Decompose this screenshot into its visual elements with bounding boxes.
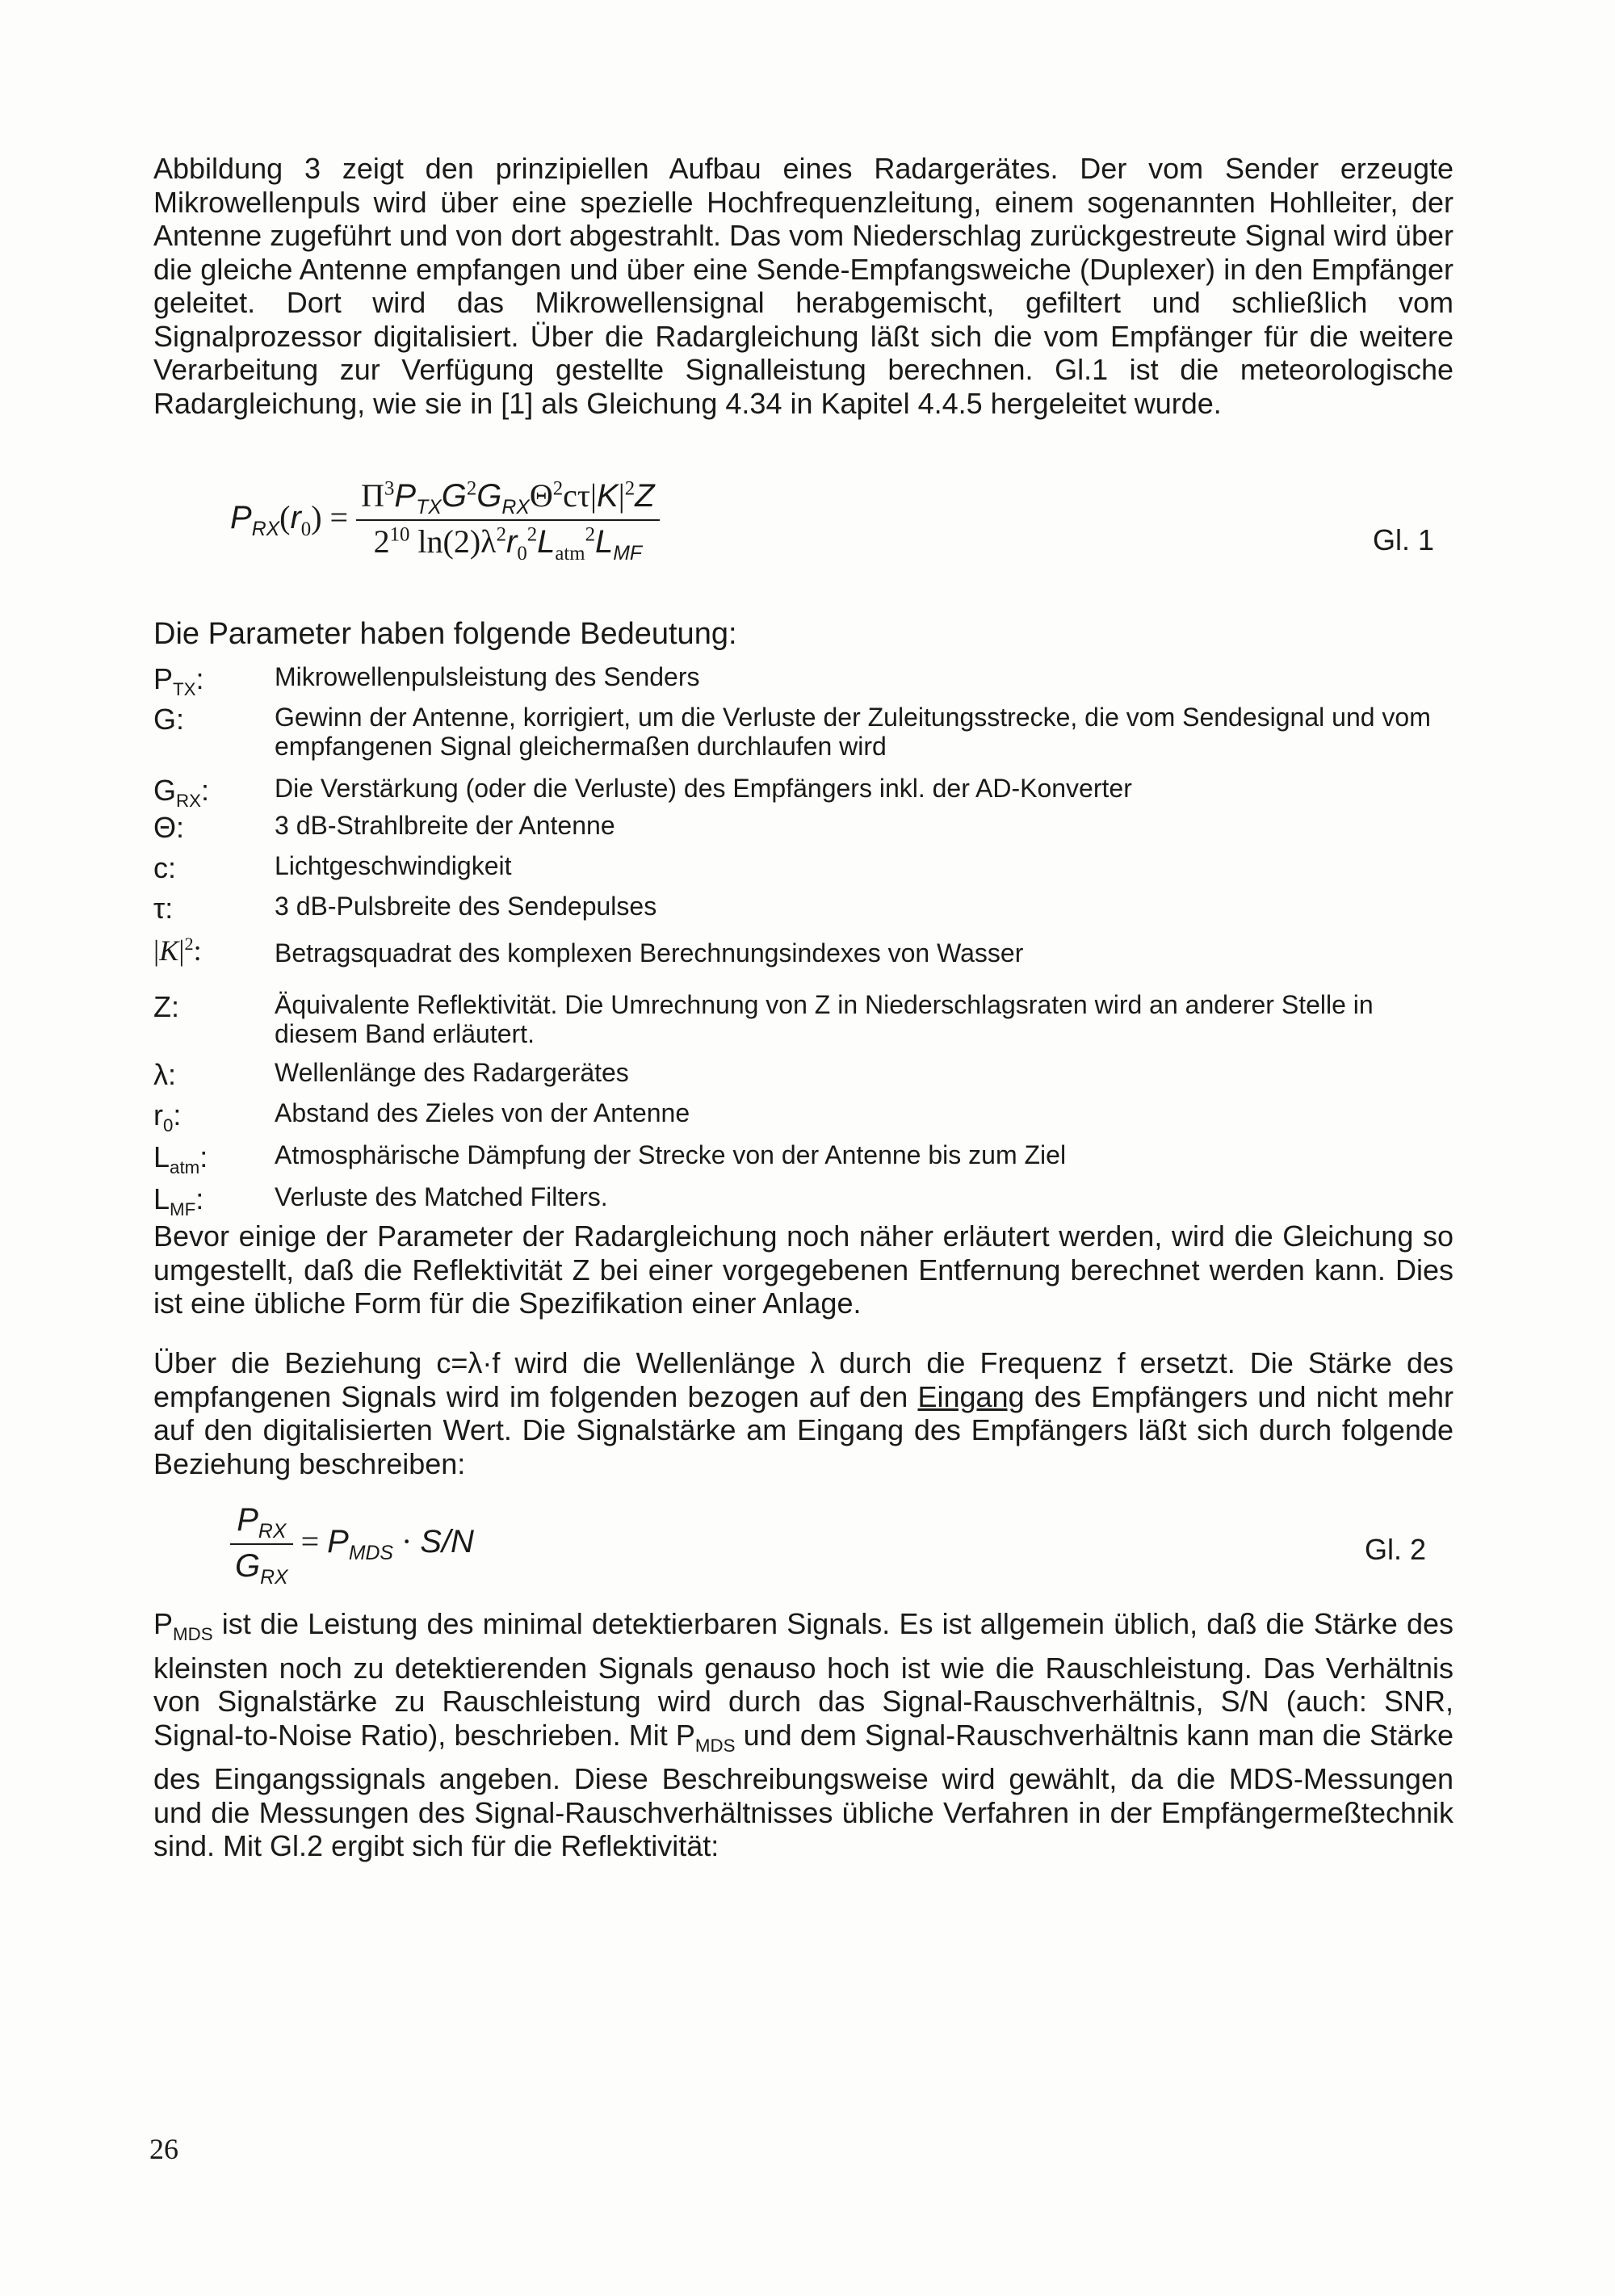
equation-2: $\frac{P_{RX}}{G_{RX}}$ = $P_{MDS} \cdot S/N$ xyxy=(230,1501,474,1589)
paragraph-reformulation: Bevor einige der Parameter der Radargleichung noch näher erläutert werden, wird die Gleichung so umgestellt, daß die Reflektivität Z bei einer vorgegebenen Entfernung berechnet werden kann. Dies ist eine übliche Form für die Spezifikation einer Anlage. xyxy=(153,1219,1454,1320)
parameter-description: Äquivalente Reflektivität. Die Umrechnung von Z in Niederschlagsraten wird an anderer Stelle in diesem Band erläutert. xyxy=(275,990,1374,1048)
parameter-description: Atmosphärische Dämpfung der Strecke von der Antenne bis zum Ziel xyxy=(275,1140,1067,1169)
parameter-symbol: c: xyxy=(153,851,177,884)
equation-1-label: Gl. 1 xyxy=(1373,523,1435,556)
paragraph-mds: $P_{MDS}$ ist die Leistung des minimal detektierbaren Signals. Es ist allgemein üblich, daß die Stärke des kleinsten noch zu detektierenden Signals genauso hoch ist wie die Rauschleistung. Das Verhältnis von Signalstärke zu Rauschleistung wird durch das Signal-Rauschverhältnis, S/N (auch: SNR, Signal-to-Noise Ratio), beschrieben. Mit $P_{MDS}$ und dem Signal-Rauschverhältnis kann man die Stärke des Eingangssignals angeben. Diese Beschreibungsweise wird gewählt, da die MDS-Messungen und die Messungen des Signal-Rauschverhältnisses übliche Verfahren in der Empfängermeßtechnik sind. Mit Gl.2 ergibt sich für die Reflektivität: xyxy=(153,1607,1454,1863)
parameter-description: Mikrowellenpulsleistung des Senders xyxy=(275,662,700,691)
parameter-symbol: G: xyxy=(153,703,185,736)
parameter-symbol: τ: xyxy=(153,892,174,925)
parameter-description: Verluste des Matched Filters. xyxy=(275,1182,608,1211)
underlined-word: Eingang xyxy=(917,1379,1025,1413)
equation-1: $P_{RX}(r_0)$ = $\frac{\Pi^3P_{TX}G^2G_{RX}\Theta^2c\tau|K|^2Z}{2^{10} \ln(2)\lambda^2r_0^2L_{atm}^2L_{MF}}$ xyxy=(230,476,660,565)
parameter-description: Abstand des Zieles von der Antenne xyxy=(275,1098,690,1127)
parameter-symbol: $G_{RX}$: xyxy=(153,774,210,812)
parameter-description: Wellenlänge des Radargerätes xyxy=(275,1058,629,1087)
parameter-symbol: $r_0$: xyxy=(153,1098,182,1136)
parameter-description: Lichtgeschwindigkeit xyxy=(275,851,512,880)
parameter-description: 3 dB-Pulsbreite des Sendepulses xyxy=(275,892,657,921)
parameter-description: Gewinn der Antenne, korrigiert, um die Verluste der Zuleitungsstrecke, die vom Sendesignal und vom empfangenen Signal gleichermaßen durchlaufen wird xyxy=(275,703,1431,761)
parameter-description: Die Verstärkung (oder die Verluste) des Empfängers inkl. der AD-Konverter xyxy=(275,774,1132,803)
paragraph-intro: Abbildung 3 zeigt den prinzipiellen Aufbau eines Radargerätes. Der vom Sender erzeugte Mikrowellenpuls wird über eine spezielle Hochfrequenzleitung, einem sogenannten Hohlleiter, der Antenne zugeführt und von dort abgestrahlt. Das vom Niederschlag zurückgestreute Signal wird über die gleiche Antenne empfangen und über eine Sende-Empfangsweiche (Duplexer) in den Empfänger geleitet. Dort wird das Mikrowellensignal herabgemischt, gefiltert und schließlich vom Signalprozessor digitalisiert. Über die Radargleichung läßt sich die vom Empfänger für die weitere Verarbeitung zur Verfügung gestellte Signalleistung berechnen. Gl.1 ist die meteorologische Radargleichung, wie sie in [1] als Gleichung 4.34 in Kapitel 4.4.5 hergeleitet wurde. xyxy=(153,152,1454,420)
parameter-symbol: $|K|^2$: xyxy=(153,934,202,967)
parameter-symbol: $P_{TX}$: xyxy=(153,662,204,700)
parameter-symbol: $L_{MF}$: xyxy=(153,1182,204,1220)
equation-2-label: Gl. 2 xyxy=(1365,1533,1427,1566)
parameter-symbol: λ: xyxy=(153,1058,177,1091)
paragraph-frequency: Über die Beziehung c=λ·f wird die Wellenlänge λ durch die Frequenz f ersetzt. Die Stärke des empfangenen Signals wird im folgenden bezogen auf den Eingang des Empfängers und nicht mehr auf den digitalisierten Wert. Die Signalstärke am Eingang des Empfängers läßt sich durch folgende Beziehung beschreiben: xyxy=(153,1346,1454,1480)
parameter-description: 3 dB-Strahlbreite der Antenne xyxy=(275,811,615,840)
parameter-symbol: $L_{atm}$: xyxy=(153,1140,208,1178)
parameter-symbol: Z: xyxy=(153,990,179,1023)
parameter-description: Betragsquadrat des komplexen Berechnungsindexes von Wasser xyxy=(275,938,1024,968)
parameter-symbol: Θ: xyxy=(153,811,185,844)
parameters-intro: Die Parameter haben folgende Bedeutung: xyxy=(153,617,737,651)
page-number: 26 xyxy=(149,2133,178,2165)
